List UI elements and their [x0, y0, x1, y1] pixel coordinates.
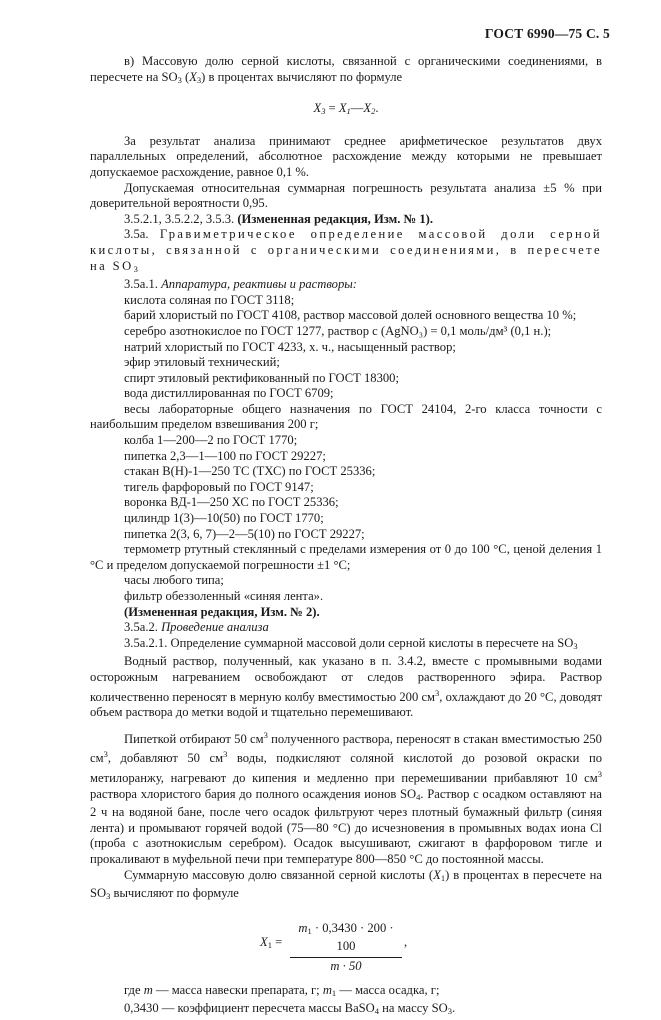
text: в) Массовую долю серной кислоты, связанной с органическими соединениями, в пересчете на SO	[90, 54, 602, 84]
paragraph-pipette: Пипеткой отбирают 50 $см^3$ полученного раствора, переносят в стакан вместимостью 250 $см^3$, добавляют 50 $см^3$ воды, подкисляют соляной кислотой до розовой окраски по метилоранжу, нагревают до кипения и медленно при перемешивании прибавляют 10 $см^3$ раствора хлористого бария до полного осаждения ионов $SO_4$. Раствор с осадком оставляют на 2 ч на водяной бане, после чего осадок фильтруют через плотный бумажный фильтр (синяя лента) и промывают горячей водой (75—80 °С) до исчезновения в промывных водах иона Cl (проба с азотнокислым серебром). Осадок высушивают, сжигают в фарфоровом тигле и прокаливают в муфельной печи при температуре 800—850 °С до постоянной массы.	[90, 729, 602, 866]
list-item: термометр ртутный стеклянный с пределами измерения от 0 до 100 °С, ценой деления 1 °С и пределом допускаемой погрешности ±1 °С;	[90, 542, 602, 572]
fraction-bar	[290, 957, 402, 958]
section-3-5a-2: 3.5а.2. Проведение анализа	[124, 620, 269, 635]
paragraph-water: Водный раствор, полученный, как указано в п. 3.4.2, вместе с промывными водами осторожным нагреванием освобождают от следов растворенного эфира. Раствор количественно переносят в мерную колбу вместимостью 200 $см^3$, охлаждают до 20 °С, доводят объем раствора до метки водой и тщательно перемешивают.	[90, 654, 602, 720]
list-item: стакан В(Н)-1—250 ТС (ТХС) по ГОСТ 25336;	[124, 464, 376, 479]
list-item: цилиндр 1(3)—10(50) по ГОСТ 1770;	[124, 511, 324, 526]
list-item: натрий хлористый по ГОСТ 4233, х. ч., насыщенный раствор;	[124, 339, 456, 354]
list-item: фильтр обеззоленный «синяя лента».	[124, 589, 324, 603]
paragraph-sum: Суммарную массовую долю связанной серной кислоты $(X_1)$ в процентах в пересчете на $SO_3$ вычисляют по формуле	[90, 867, 602, 902]
list-item: часы любого типа;	[124, 573, 224, 588]
list-item: спирт этиловый ректификованный по ГОСТ 18300;	[124, 370, 399, 385]
section-3-5a-2-1: 3.5а.2.1. Определение суммарной массовой доли серной кислоты в пересчете на $SO_3$	[124, 635, 578, 651]
list-item: пипетка 2,3—1—100 по ГОСТ 29227;	[124, 448, 326, 463]
document-body	[90, 54, 602, 1020]
section-3-5a-1: 3.5а.1. Аппаратура, реактивы и растворы:	[124, 277, 357, 292]
paragraph-b: в) Массовую долю серной кислоты, связанной с органическими соединениями, в пересчете на $SO_3$ $(X_3)$ в процентах вычисляют по формуле	[90, 54, 602, 85]
list-item: серебро азотнокислое по ГОСТ 1277, раствор с (AgNO₃) = 0,1 моль/дм³ (0,1 н.);	[124, 323, 552, 338]
section-3-5a: 3.5а. Гравиметрическое определение массовой доли серной кислоты, связанной с органическими соединениями, в пересчете на $SO_3$	[90, 227, 602, 274]
formula-fraction	[290, 921, 402, 975]
list-item: тигель фарфоровый по ГОСТ 9147;	[124, 479, 314, 494]
list-item: пипетка 2(3, 6, 7)—2—5(10) по ГОСТ 29227;	[124, 526, 365, 541]
paragraph-error: Допускаемая относительная суммарная погрешность результата анализа ±5 % при доверительной вероятности 0,95.	[90, 180, 602, 211]
formula-lhs: $X_1$ =	[260, 934, 283, 950]
paragraph-where: где m — масса навески препарата, г; $m_1$ — масса осадка, г;	[124, 982, 440, 998]
formula-numerator: $m_1 \cdot 0,3430 \cdot 200 \cdot 100$	[298, 920, 394, 954]
list-item: колба 1—200—2 по ГОСТ 1770;	[124, 433, 298, 448]
list-item: кислота соляная по ГОСТ 3118;	[124, 292, 295, 307]
paragraph-change-1: 3.5.2.1, 3.5.2.2, 3.5.3. (Измененная редакция, Изм. № 1).	[124, 211, 433, 226]
paragraph-result: За результат анализа принимают среднее арифметическое результатов двух параллельных определений, абсолютное расхождение между которыми не превышает допускаемое расхождение, равное 0,1 %.	[90, 133, 602, 179]
paragraph-coefficient: 0,3430 — коэффициент пересчета массы BaSO$_4$ на массу $SO_3$.	[124, 1001, 456, 1017]
list-item: барий хлористый по ГОСТ 4108, раствор массовой долей основного вещества 10 %;	[124, 308, 577, 323]
formula-denominator: m · 50	[330, 958, 362, 973]
page-header: ГОСТ 6990—75 С. 5	[484, 26, 610, 41]
list-item: весы лабораторные общего назначения по ГОСТ 24104, 2-го класса точности с наибольшим пределом взвешивания 200 г;	[90, 401, 602, 432]
list-item: вода дистиллированная по ГОСТ 6709;	[124, 386, 334, 401]
list-item: воронка ВД-1—250 ХС по ГОСТ 25336;	[124, 495, 339, 510]
list-item: эфир этиловый технический;	[124, 355, 280, 370]
paragraph-change-2: (Измененная редакция, Изм. № 2).	[124, 604, 320, 619]
formula-x1: $X_1$ = $m_1 \cdot 0,3430 \cdot 200 \cdot 100$ m · 50 ,	[260, 920, 408, 973]
formula-x3: $X_3$ = $X_1—X_2$.	[313, 101, 379, 117]
